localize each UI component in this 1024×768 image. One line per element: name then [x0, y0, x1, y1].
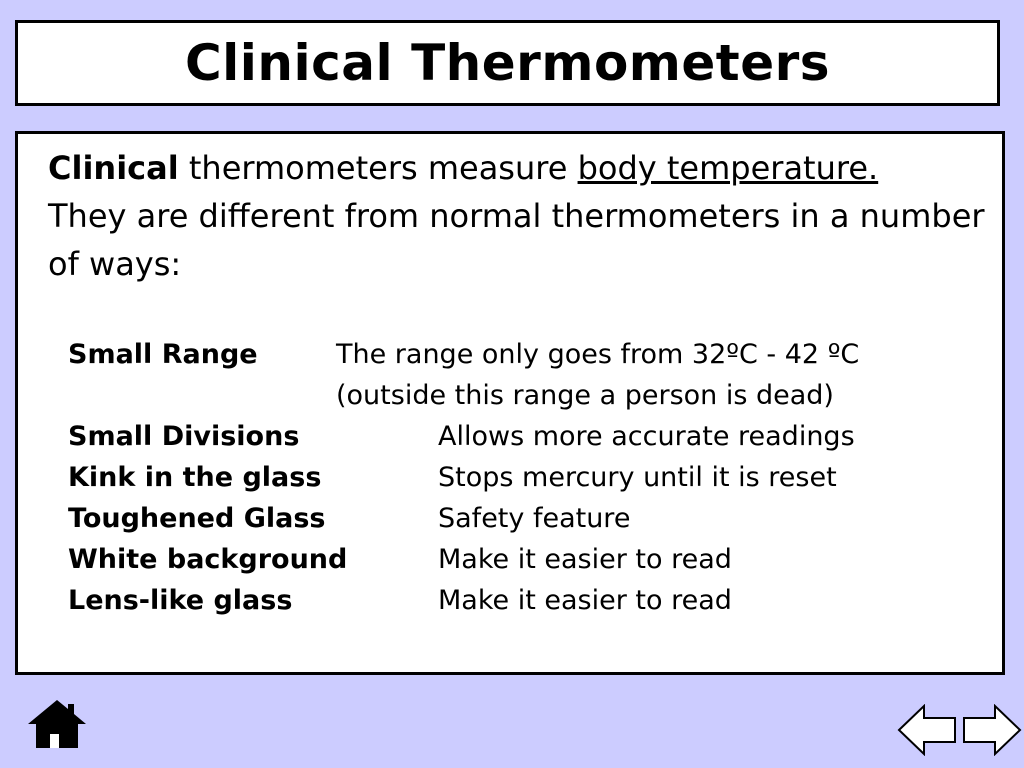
intro-text-2: They are different from normal thermometers in a number of ways:: [48, 197, 985, 283]
feature-description: Stops mercury until it is reset: [438, 462, 837, 493]
intro-underlined: body temperature.: [577, 149, 879, 187]
slide-title: Clinical Thermometers: [184, 34, 831, 92]
previous-button[interactable]: [897, 704, 957, 756]
feature-row-continuation: [68, 377, 968, 418]
feature-row: [68, 541, 968, 582]
feature-description: (outside this range a person is dead): [336, 380, 834, 411]
feature-name: Small Divisions: [68, 421, 300, 452]
home-button[interactable]: [26, 698, 88, 750]
feature-list: [68, 336, 968, 623]
feature-description: Safety feature: [438, 503, 631, 534]
feature-name: Toughened Glass: [68, 503, 326, 534]
intro-paragraph: [48, 144, 993, 288]
home-icon: [26, 698, 88, 750]
feature-description: The range only goes from 32ºC - 42 ºC: [336, 339, 860, 370]
feature-name: Lens-like glass: [68, 585, 293, 616]
intro-text-1: thermometers measure: [178, 149, 578, 187]
feature-description: Make it easier to read: [438, 585, 732, 616]
feature-name: Kink in the glass: [68, 462, 322, 493]
title-box: [15, 20, 1000, 106]
feature-name: Small Range: [68, 339, 258, 370]
feature-row: [68, 336, 968, 377]
feature-row: [68, 459, 968, 500]
feature-row: [68, 582, 968, 623]
feature-row: [68, 500, 968, 541]
content-panel: [15, 131, 1005, 675]
next-button[interactable]: [962, 704, 1022, 756]
intro-bold-word: Clinical: [48, 149, 179, 187]
feature-description: Allows more accurate readings: [438, 421, 855, 452]
left-arrow-icon: [897, 704, 957, 756]
feature-row: [68, 418, 968, 459]
feature-description: Make it easier to read: [438, 544, 732, 575]
feature-name: White background: [68, 544, 348, 575]
right-arrow-icon: [962, 704, 1022, 756]
